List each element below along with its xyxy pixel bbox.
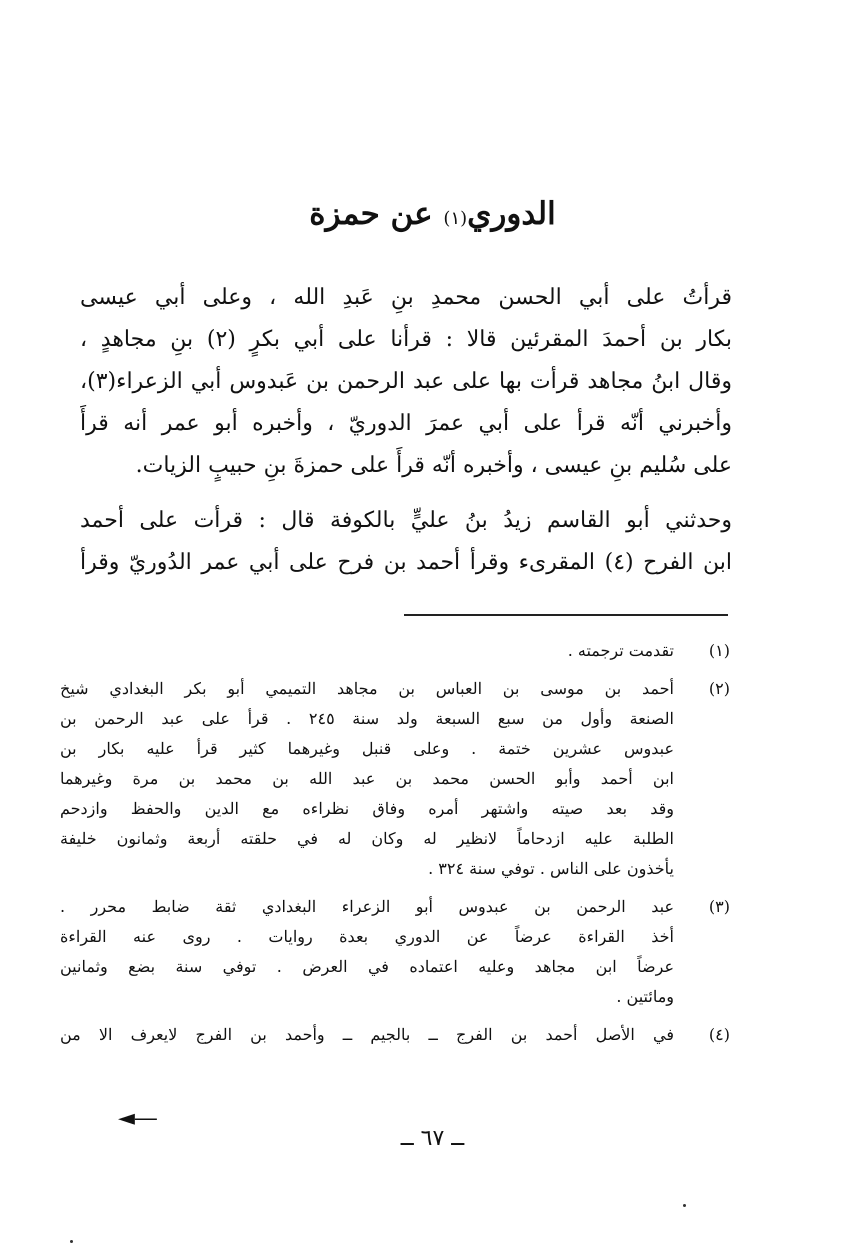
footnote-divider	[404, 614, 728, 616]
footnote-line: عبدوس عشرين ختمة . وعلى قنبل وغيرهما كثير قرأ عليه بكار بن	[60, 739, 674, 758]
text-line: وأخبرني أنّه قرأ على أبي عمرَ الدوريّ ، وأخبره أبو عمر أنه قرأَ	[80, 411, 732, 436]
footnote-line: في الأصل أحمد بن الفرج ــ بالجيم ــ وأحمد بن الفرج لايعرف الا من	[60, 1025, 674, 1044]
footnote-line: يأخذون على الناس . توفي سنة ٣٢٤ .	[428, 859, 674, 878]
footnote-line: وقد بعد صيته واشتهر أمره وفاق نظراءه مع الدين والحفظ وازدحم	[60, 799, 674, 818]
section-title	[0, 192, 865, 241]
main-paragraph-1	[80, 277, 732, 487]
footnote-line: أخذ القراءة عرضاً عن الدوري بعدة روايات . روى عنه القراءة	[60, 927, 674, 946]
footnote-number: (٤)	[708, 1025, 730, 1044]
footnote-line: عبد الرحمن بن عبدوس أبو الزعراء البغدادي ثقة ضابط محرر .	[60, 897, 674, 916]
text-line: وحدثني أبو القاسم زيدُ بنُ عليٍّ بالكوفة قال : قرأت على أحمد	[80, 508, 732, 533]
title-rest: عن حمزة	[309, 196, 433, 232]
footnote-line: أحمد بن موسى بن العباس بن مجاهد التميمي أبو بكر البغدادي شيخ	[60, 679, 674, 698]
text-line: بكار بن أحمدَ المقرئين قالا : قرأنا على أبي بكرٍ (٢) بنِ مجاهدٍ ،	[80, 327, 732, 352]
scan-speck	[683, 1204, 686, 1207]
footnote-line: ابن أحمد وأبو الحسن محمد بن عبد الله بن محمد بن مرة وغيرهما	[60, 769, 674, 788]
footnote-line: تقدمت ترجمته .	[567, 641, 674, 660]
text-line: قرأتُ على أبي الحسن محمدِ بنِ عَبدِ الله ، وعلى أبي عيسى	[80, 285, 732, 310]
footnote-line: ومائتين .	[616, 987, 674, 1006]
footnote-number: (٣)	[708, 897, 730, 916]
text-line: ابن الفرح (٤) المقرىء وقرأ أحمد بن فرح على أبي عمر الدُوريّ وقرأ	[80, 550, 732, 575]
footnotes	[60, 636, 736, 1058]
title-footnote-ref: (١)	[443, 208, 468, 229]
text-line: على سُليم بنِ عيسى ، وأخبره أنّه قرأَ على حمزةَ بنِ حبيبٍ الزيات.	[135, 453, 732, 478]
footnote-line: الصنعة وأول من سبع السبعة ولد سنة ٢٤٥ . قرأ على عبد الرحمن بن	[60, 709, 674, 728]
catchword-arrow-icon: ◄―	[118, 1106, 157, 1131]
footnote-line: عرضاً ابن مجاهد وعليه اعتماده في العرض . توفي سنة بضع وثمانين	[60, 957, 674, 976]
footnote-1	[60, 636, 736, 666]
footnote-2	[60, 674, 736, 884]
footnote-line: الطلبة عليه ازدحاماً لانظير له وكان له في حلقته أربعة وثمانون خليفة	[60, 829, 674, 848]
scan-speck	[70, 1240, 73, 1243]
main-paragraph-2	[80, 500, 732, 584]
footnote-number: (١)	[708, 641, 730, 660]
footnote-number: (٢)	[708, 679, 730, 698]
text-line: وقال ابنُ مجاهد قرأت بها على عبد الرحمن بن عَبدوس أبي الزعراء(٣)،	[80, 369, 732, 394]
title-name: الدوري	[467, 196, 556, 232]
footnote-4	[60, 1020, 736, 1050]
footnote-3	[60, 892, 736, 1012]
page-number: ــ ٦٧ ــ	[400, 1126, 465, 1151]
